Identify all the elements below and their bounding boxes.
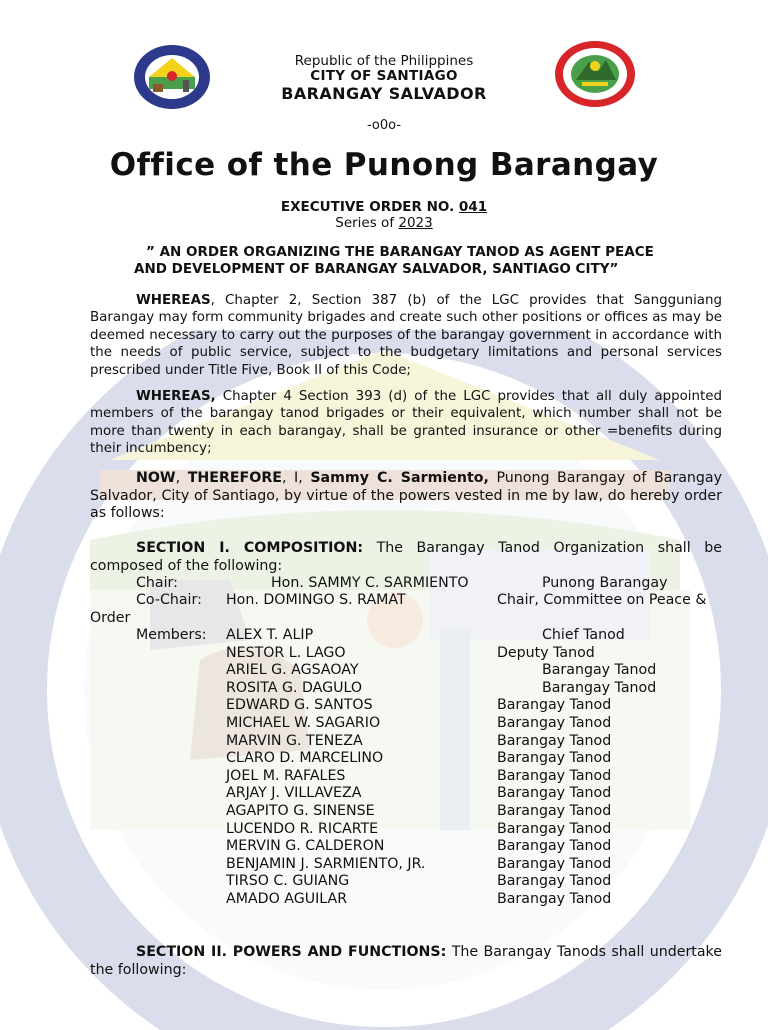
chair-role: Punong Barangay bbox=[542, 575, 668, 591]
executive-order-number bbox=[0, 199, 768, 215]
whereas-1-lead: WHEREAS bbox=[136, 293, 211, 308]
member-role: Barangay Tanod bbox=[497, 732, 612, 749]
member-role: Barangay Tanod bbox=[497, 785, 612, 802]
eo-label: EXECUTIVE ORDER NO. bbox=[280, 199, 459, 215]
member-name: LUCENDO R. RICARTE bbox=[226, 820, 379, 837]
cochair-role: Chair, Committee on Peace & bbox=[497, 592, 707, 608]
now-comma: , bbox=[175, 470, 188, 486]
header-republic: Republic of the Philippines bbox=[294, 53, 474, 69]
header-barangay: BARANGAY SALVADOR bbox=[281, 84, 487, 103]
therefore-lead: THEREFORE bbox=[187, 470, 282, 486]
member-name: ROSITA G. DAGULO bbox=[226, 679, 363, 696]
section-2-paragraph bbox=[90, 944, 722, 979]
whereas-1-text: , Chapter 2, Section 387 (b) of the LGC provides that Sangguniang Barangay may form community brigades and create such other positions or offices as may be deemed necessary to carry out the purposes of the barangay government in accordance with the needs of public service, subject to the budgetary limitations and personal services prescribed under Title Five, Book II of this Code; bbox=[90, 293, 722, 378]
header-city: CITY OF SANTIAGO bbox=[310, 68, 458, 84]
section-2-text: The Barangay Tanods shall undertake the following: bbox=[90, 944, 722, 978]
member-name: EDWARD G. SANTOS bbox=[226, 697, 373, 714]
member-role: Barangay Tanod bbox=[497, 715, 612, 731]
member-name: MICHAEL W. SAGARIO bbox=[226, 715, 381, 731]
cochair-label: Co-Chair: bbox=[136, 592, 202, 608]
member-name: NESTOR L. LAGO bbox=[226, 644, 346, 661]
member-name: MARVIN G. TENEZA bbox=[226, 732, 363, 749]
cochair-name: Hon. DOMINGO S. RAMAT bbox=[226, 592, 406, 608]
series-label: Series of bbox=[335, 215, 399, 231]
section-1-paragraph bbox=[90, 540, 722, 575]
series-year: 2023 bbox=[398, 215, 433, 231]
office-title: Office of the Punong Barangay bbox=[109, 147, 659, 183]
member-role: Barangay Tanod bbox=[542, 662, 657, 679]
member-name: AMADO AGUILAR bbox=[226, 891, 348, 907]
member-role: Barangay Tanod bbox=[497, 855, 612, 872]
member-name: TIRSO C. GUIANG bbox=[226, 873, 350, 890]
member-role: Deputy Tanod bbox=[497, 644, 595, 661]
whereas-2-lead: WHEREAS, bbox=[136, 389, 216, 404]
section-1-text: The Barangay Tanod Organization shall be composed of the following: bbox=[90, 540, 722, 574]
member-role: Barangay Tanod bbox=[497, 697, 612, 714]
punong-barangay-name: Sammy C. Sarmiento, bbox=[310, 470, 489, 486]
section-1-heading: SECTION I. COMPOSITION: bbox=[136, 540, 364, 556]
whereas-paragraph-1 bbox=[90, 292, 722, 379]
cochair-role-cont: Order bbox=[90, 610, 131, 626]
member-role: Barangay Tanod bbox=[497, 767, 612, 784]
now-therefore-paragraph bbox=[90, 470, 722, 523]
whereas-2-text: Chapter 4 Section 393 (d) of the LGC provides that all duly appointed members of the barangay tanod brigades or their equivalent, which number shall not be more than twenty in each barangay, shall be granted insurance or other =benefits during their incumbency; bbox=[90, 389, 722, 457]
member-role: Barangay Tanod bbox=[497, 803, 612, 819]
member-name: BENJAMIN J. SARMIENTO, JR. bbox=[226, 855, 426, 872]
member-role: Barangay Tanod bbox=[542, 679, 657, 696]
member-role: Barangay Tanod bbox=[497, 820, 612, 837]
order-title-line2: AND DEVELOPMENT OF BARANGAY SALVADOR, SANTIAGO CITY” bbox=[134, 261, 619, 277]
member-role: Chief Tanod bbox=[542, 627, 625, 643]
now-text-2: Punong Barangay of Barangay Salvador, City of Santiago, by virtue of the powers vested in me by law, do hereby order as follows: bbox=[90, 470, 722, 522]
members-label: Members: bbox=[136, 627, 207, 643]
member-role: Barangay Tanod bbox=[497, 750, 612, 767]
chair-name: Hon. SAMMY C. SARMIENTO bbox=[271, 575, 469, 591]
now-lead: NOW bbox=[136, 470, 176, 486]
whereas-paragraph-2 bbox=[90, 388, 722, 458]
chair-label: Chair: bbox=[136, 575, 178, 591]
member-role: Barangay Tanod bbox=[497, 891, 612, 907]
eo-number: 041 bbox=[458, 199, 488, 215]
header-separator: -o0o- bbox=[366, 118, 402, 133]
now-text-1: , I, bbox=[281, 470, 311, 486]
member-name: MERVIN G. CALDERON bbox=[226, 838, 385, 855]
member-role: Barangay Tanod bbox=[497, 838, 612, 855]
order-title-line1: ” AN ORDER ORGANIZING THE BARANGAY TANOD AS AGENT PEACE bbox=[146, 244, 654, 260]
member-name: AGAPITO G. SINENSE bbox=[226, 803, 375, 819]
member-name: ALEX T. ALIP bbox=[226, 627, 314, 643]
member-name: CLARO D. MARCELINO bbox=[226, 750, 384, 767]
order-title bbox=[134, 244, 694, 278]
series-line bbox=[0, 215, 768, 231]
member-name: JOEL M. RAFALES bbox=[226, 767, 346, 784]
member-role: Barangay Tanod bbox=[497, 873, 612, 890]
member-name: ARJAY J. VILLAVEZA bbox=[226, 785, 362, 802]
member-name: ARIEL G. AGSAOAY bbox=[226, 662, 359, 679]
section-2-heading: SECTION II. POWERS AND FUNCTIONS: bbox=[136, 944, 447, 960]
